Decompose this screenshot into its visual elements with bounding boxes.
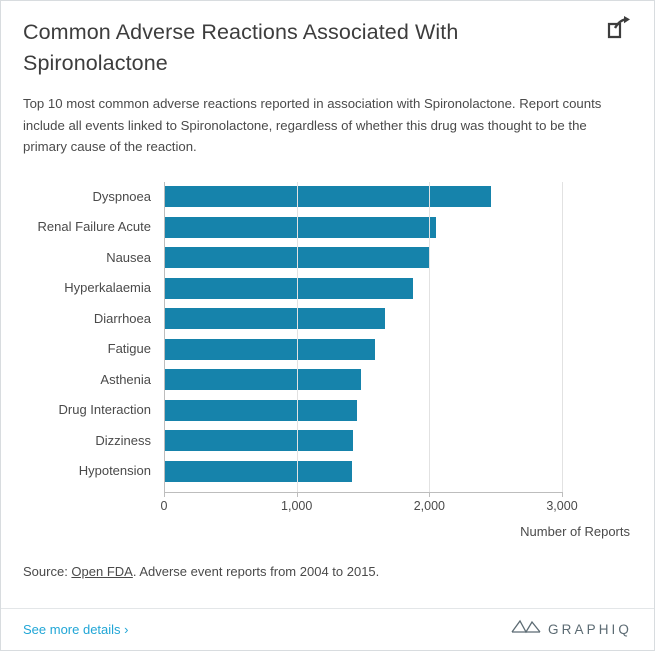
chart-description: Top 10 most common adverse reactions reported in association with Spironolactone. Report counts include all events linked to Spironolactone, regardless of whether this drug was thought to be the primary cause of the reaction.	[23, 96, 602, 154]
category-label: Asthenia	[100, 371, 151, 387]
category-label: Nausea	[106, 249, 151, 265]
axis-tick	[297, 492, 298, 497]
bar-row	[165, 365, 562, 396]
bar[interactable]	[165, 217, 436, 238]
category-axis-labels	[1, 182, 159, 487]
category-label: Diarrhoea	[93, 310, 151, 326]
bar[interactable]	[165, 278, 413, 299]
x-tick-label: 0	[160, 498, 168, 513]
gridline	[429, 182, 430, 492]
graphiq-logo-icon	[511, 619, 541, 640]
bar-row	[165, 456, 562, 487]
bar[interactable]	[165, 247, 430, 268]
bar[interactable]	[165, 186, 491, 207]
axis-tick	[562, 492, 563, 497]
gridline	[297, 182, 298, 492]
bar-row	[165, 182, 562, 213]
category-label: Renal Failure Acute	[37, 219, 151, 234]
bar-row	[165, 426, 562, 457]
x-tick-label: 3,000	[546, 498, 578, 513]
value-axis-line	[164, 492, 563, 493]
bar-row	[165, 243, 562, 274]
bar[interactable]	[165, 430, 353, 451]
category-label: Drug Interaction	[58, 402, 151, 417]
bar[interactable]	[165, 400, 357, 421]
bar-row	[165, 395, 562, 426]
x-axis-title: Number of Reports	[520, 523, 630, 539]
bar-row	[165, 273, 562, 304]
x-tick-label: 1,000	[281, 498, 313, 513]
axis-tick	[429, 492, 430, 497]
bar-row	[165, 334, 562, 365]
share-arrow-icon[interactable]	[606, 15, 632, 41]
bar[interactable]	[165, 339, 375, 360]
bar-row	[165, 212, 562, 243]
card-header	[1, 1, 654, 79]
gridline	[562, 182, 563, 492]
see-more-details-link[interactable]: See more details ›	[23, 622, 129, 637]
bar[interactable]	[165, 461, 352, 482]
source-suffix: . Adverse event reports from 2004 to 2015.	[132, 563, 380, 579]
plot-region	[164, 182, 562, 492]
category-label: Hyperkalaemia	[64, 280, 151, 295]
category-label: Dizziness	[95, 432, 151, 448]
category-label: Dyspnoea	[92, 188, 151, 204]
page-title: Common Adverse Reactions Associated With Spironolactone	[23, 20, 459, 75]
card-footer	[1, 608, 654, 650]
source-prefix: Source:	[23, 563, 72, 579]
bar-chart	[1, 176, 654, 539]
brand-name: GRAPHIQ	[548, 622, 632, 637]
category-label: Fatigue	[107, 341, 151, 356]
axis-tick	[164, 492, 165, 497]
bar-series	[165, 182, 562, 492]
bar-row	[165, 304, 562, 335]
x-tick-label: 2,000	[413, 498, 445, 513]
bar[interactable]	[165, 369, 361, 390]
category-label: Hypotension	[78, 463, 151, 478]
bar[interactable]	[165, 308, 385, 329]
open-fda-link[interactable]: Open FDA	[71, 563, 133, 579]
source-note	[1, 562, 654, 581]
brand	[511, 619, 632, 640]
